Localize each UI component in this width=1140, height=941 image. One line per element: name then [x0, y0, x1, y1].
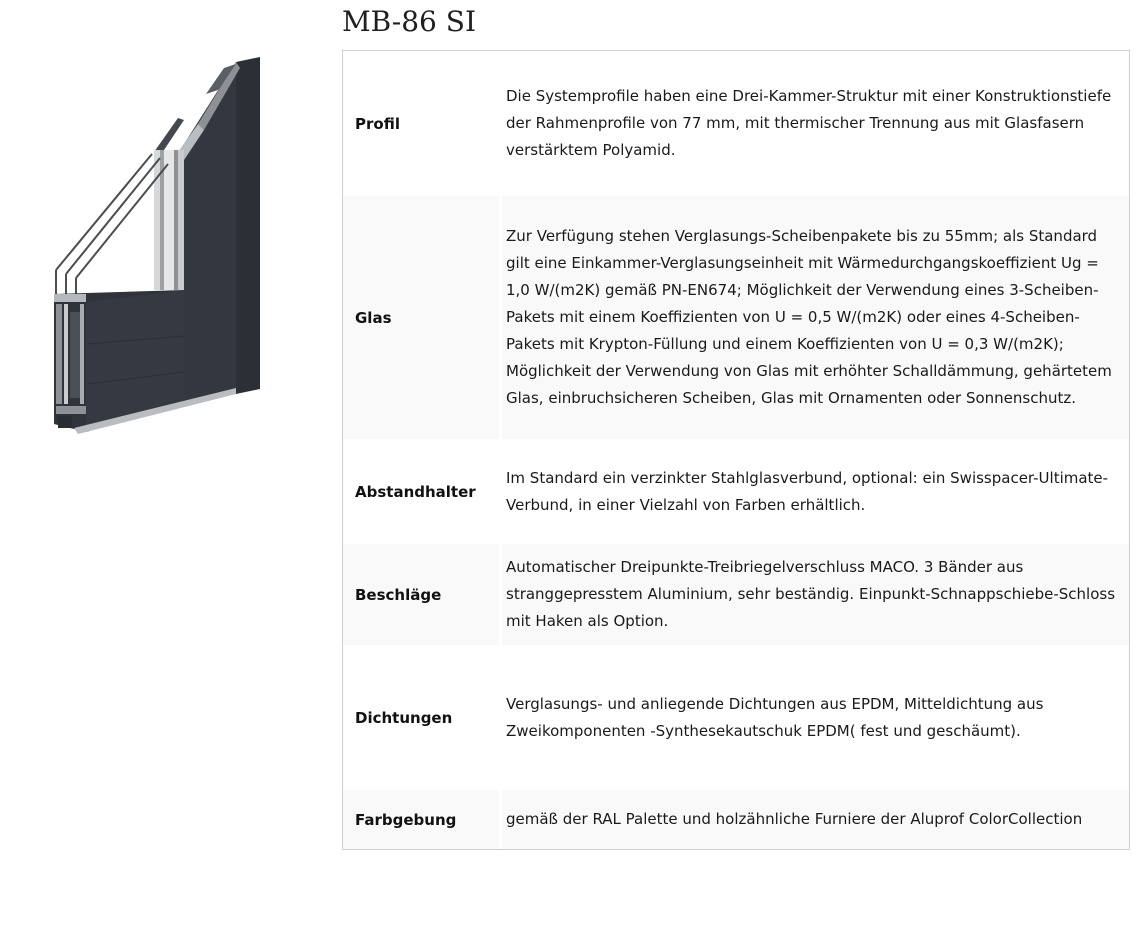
door-profile-image	[48, 54, 266, 436]
spec-table	[342, 50, 1130, 850]
spec-value: Automatischer Dreipunkte-Treibriegelverschluss MACO. 3 Bänder aus stranggepresstem Aluminium, sehr beständig. Einpunkt-Schnappschiebe-Schloss mit Haken als Option.	[502, 544, 1129, 645]
spec-row-dichtungen	[343, 645, 1129, 790]
page-title: MB-86 SI	[342, 5, 476, 38]
spec-label: Farbgebung	[343, 790, 502, 849]
spec-label: Beschläge	[343, 544, 502, 645]
door-profile-drawing	[48, 54, 266, 436]
spec-row-abstandhalter	[343, 439, 1129, 544]
spec-value: Die Systemprofile haben eine Drei-Kammer-Struktur mit einer Konstruktionstiefe der Rahmenprofile von 77 mm, mit thermischer Trennung aus mit Glasfasern verstärktem Polyamid.	[506, 87, 1112, 159]
spec-label: Dichtungen	[343, 645, 502, 790]
spec-value: Verglasungs- und anliegende Dichtungen aus EPDM, Mitteldichtung aus Zweikomponenten -Synthesekautschuk EPDM( fest und geschäumt).	[506, 694, 1044, 740]
spec-row-farbgebung	[343, 790, 1129, 849]
spec-row-beschlaege	[343, 544, 1129, 645]
spec-row-glas	[343, 196, 1129, 439]
spec-label: Glas	[343, 196, 502, 439]
spec-value: Im Standard ein verzinkter Stahlglasverbund, optional: ein Swisspacer-Ultimate-Verbund, in einer Vielzahl von Farben erhältlich.	[506, 468, 1109, 514]
spec-label: Profil	[343, 51, 502, 196]
spec-row-profil	[343, 51, 1129, 196]
spec-value: gemäß der RAL Palette und holzähnliche Furniere der Aluprof ColorCollection	[502, 790, 1129, 849]
spec-label: Abstandhalter	[343, 439, 502, 544]
spec-value: Zur Verfügung stehen Verglasungs-Scheibenpakete bis zu 55mm; als Standard gilt eine Einkammer-Verglasungseinheit mit Wärmedurchgangskoeffizient Ug = 1,0 W/(m2K) gemäß PN-EN674; Möglichkeit der Verwendung eines 3-Scheiben-Pakets mit einem Koeffizienten von U = 0,5 W/(m2K) oder eines 4-Scheiben-Pakets mit Krypton-Füllung und einem Koeffizienten von U = 0,3 W/(m2K); Möglichkeit der Verwendung von Glas mit erhöhter Schalldämmung, gehärtetem Glas, einbruchsicheren Scheiben, Glas mit Ornamenten oder Sonnenschutz.	[502, 196, 1129, 439]
